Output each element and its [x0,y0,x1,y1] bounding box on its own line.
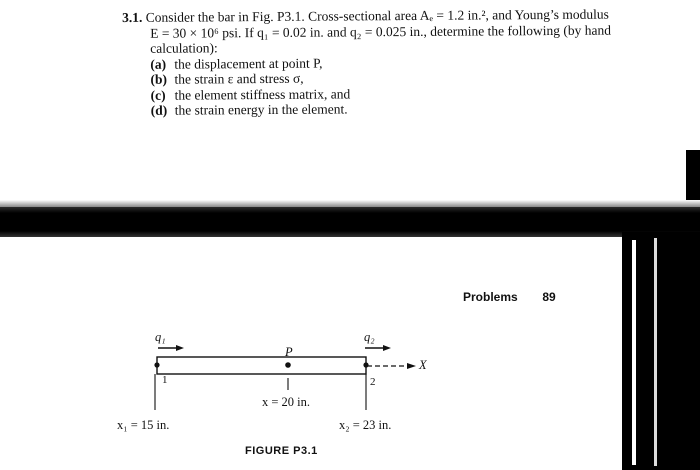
problem-text-line-3: calculation): [150,40,218,56]
point-p-dot [285,362,291,368]
part-text: the element stiffness matrix, and [174,85,351,103]
node-2-dot [363,362,368,367]
xp-label: x = 20 in. [262,395,311,409]
node-2-label: 2 [370,376,376,388]
bar-element [157,357,366,374]
x2-label: x₂ = 23 in. [339,418,392,432]
section-title: Problems [463,290,518,304]
part-text: the strain ε and stress σ, [174,70,304,87]
q2-arrow-head [383,345,391,351]
figure-caption: FIGURE P3.1 [245,445,318,457]
part-label: (b) [150,71,168,87]
part-label: (a) [150,56,167,72]
q1-arrow-head [176,345,184,351]
q2-label: q₂ [364,330,375,344]
part-text: the displacement at point P, [174,55,323,72]
part-label: (c) [150,87,166,103]
problem-text-line-2: E = 30 × 10⁶ psi. If q₁ = 0.02 in. and q₂ = 0.025 in., determine the following (by hand [150,22,611,41]
x-axis-arrowhead [407,363,416,369]
problem-number: 3.1. [122,9,143,25]
part-label: (d) [150,102,168,118]
x-axis-label: X [419,358,427,372]
node-1-dot [154,362,159,367]
part-text: the strain energy in the element. [174,101,348,118]
node-1-label: 1 [162,374,168,386]
problem-text-line-1: Consider the bar in Fig. P3.1. Cross-sectional area Aₑ = 1.2 in.², and Young’s modulus [145,6,609,25]
page-number: 89 [542,290,556,304]
x1-label: x₁ = 15 in. [117,418,170,432]
q1-label: q₁ [155,330,166,344]
point-p-label: P [285,345,293,359]
